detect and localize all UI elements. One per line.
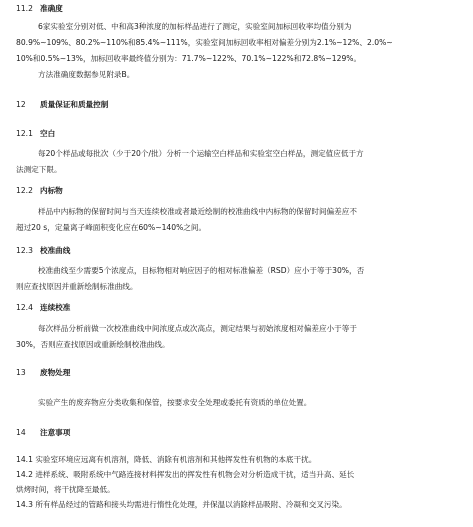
list-item-line: 14.3 所有样品经过的管路和接头均需进行惰性化处理，并保温以消除样品吸附、冷凝和交叉污染。 bbox=[16, 499, 347, 509]
paragraph-line: 实验产生的废弃物应分类收集和保管，按要求安全处理或委托有资质的单位处置。 bbox=[38, 398, 312, 407]
section-12-1-body bbox=[16, 149, 460, 175]
section-title: 废物处理 bbox=[40, 368, 71, 377]
section-number: 12.4 bbox=[16, 303, 33, 312]
section-12-4-body bbox=[16, 324, 460, 350]
paragraph-line: 每20个样品或每批次（少于20个/批）分析一个运输空白样品和实验室空白样品，测定值应低于方 bbox=[38, 149, 364, 158]
section-14-heading bbox=[16, 428, 460, 438]
section-12-heading bbox=[16, 100, 460, 110]
paragraph-line: 80.9%~109%、80.2%~110%和85.4%~111%，实验室间加标回收率相对偏差分别为2.1%~12%、2.0%~ bbox=[16, 37, 393, 47]
paragraph-line: 校准曲线至少需要5个浓度点，目标物相对响应因子的相对标准偏差（RSD）应小于等于30%，否 bbox=[38, 266, 365, 275]
section-12-1-heading bbox=[16, 129, 460, 139]
list-item-line: 14.1 实验室环境应远离有机溶剂，降低、消除有机溶剂和其他挥发性有机物的本底干扰。 bbox=[16, 455, 317, 464]
section-title: 准确度 bbox=[40, 4, 63, 13]
paragraph-line: 10%和0.5%~13%，加标回收率最终值分别为：71.7%~122%、70.1%~122%和72.8%~129%。 bbox=[16, 53, 362, 63]
section-title: 注意事项 bbox=[40, 428, 71, 437]
paragraph-line: 法测定下限。 bbox=[16, 164, 62, 174]
list-item-line: 烘烤时间，将干扰降至最低。 bbox=[16, 484, 115, 494]
section-number: 13 bbox=[16, 368, 26, 377]
section-number: 12.1 bbox=[16, 129, 33, 138]
section-11-2-body bbox=[16, 22, 460, 79]
section-14-body bbox=[16, 455, 460, 509]
paragraph-line: 6家实验室分别对低、中和高3种浓度的加标样品进行了测定，实验室间加标回收率均值分别为 bbox=[38, 22, 352, 31]
section-12-4-heading bbox=[16, 303, 460, 313]
section-title: 内标物 bbox=[40, 186, 63, 195]
section-number: 11.2 bbox=[16, 4, 33, 13]
paragraph-line: 则应查找原因并重新绘制标准曲线。 bbox=[16, 281, 138, 291]
paragraph-line: 超过20 s，定量离子峰面积变化应在60%~140%之间。 bbox=[16, 222, 207, 232]
section-title: 质量保证和质量控制 bbox=[40, 100, 109, 109]
section-13-body bbox=[16, 398, 460, 408]
paragraph-line: 30%，否则应查找原因或重新绘制校准曲线。 bbox=[16, 339, 170, 349]
section-title: 连续校准 bbox=[40, 303, 71, 312]
section-11-2-heading bbox=[16, 4, 460, 14]
section-title: 校准曲线 bbox=[40, 246, 71, 255]
section-title: 空白 bbox=[40, 129, 56, 138]
section-12-3-body bbox=[16, 266, 460, 292]
paragraph-line: 样品中内标物的保留时间与当天连续校准或者最近绘制的校准曲线中内标物的保留时间偏差应不 bbox=[38, 207, 357, 216]
paragraph-line: 方法准确度数据参见附录B。 bbox=[38, 69, 135, 79]
section-12-2-body bbox=[16, 207, 460, 233]
section-number: 12.2 bbox=[16, 186, 33, 195]
section-number: 12 bbox=[16, 100, 26, 109]
section-13-heading bbox=[16, 368, 460, 378]
section-number: 12.3 bbox=[16, 246, 33, 255]
section-12-2-heading bbox=[16, 186, 460, 196]
paragraph-line: 每次样品分析前做一次校准曲线中间浓度点或次高点，测定结果与初始浓度相对偏差应小于等于 bbox=[38, 324, 357, 333]
list-item-line: 14.2 进样系统、吸附系统中气路连接材料挥发出的挥发性有机物会对分析造成干扰，适当升高、延长 bbox=[16, 469, 355, 479]
section-number: 14 bbox=[16, 428, 26, 437]
section-12-3-heading bbox=[16, 246, 460, 256]
